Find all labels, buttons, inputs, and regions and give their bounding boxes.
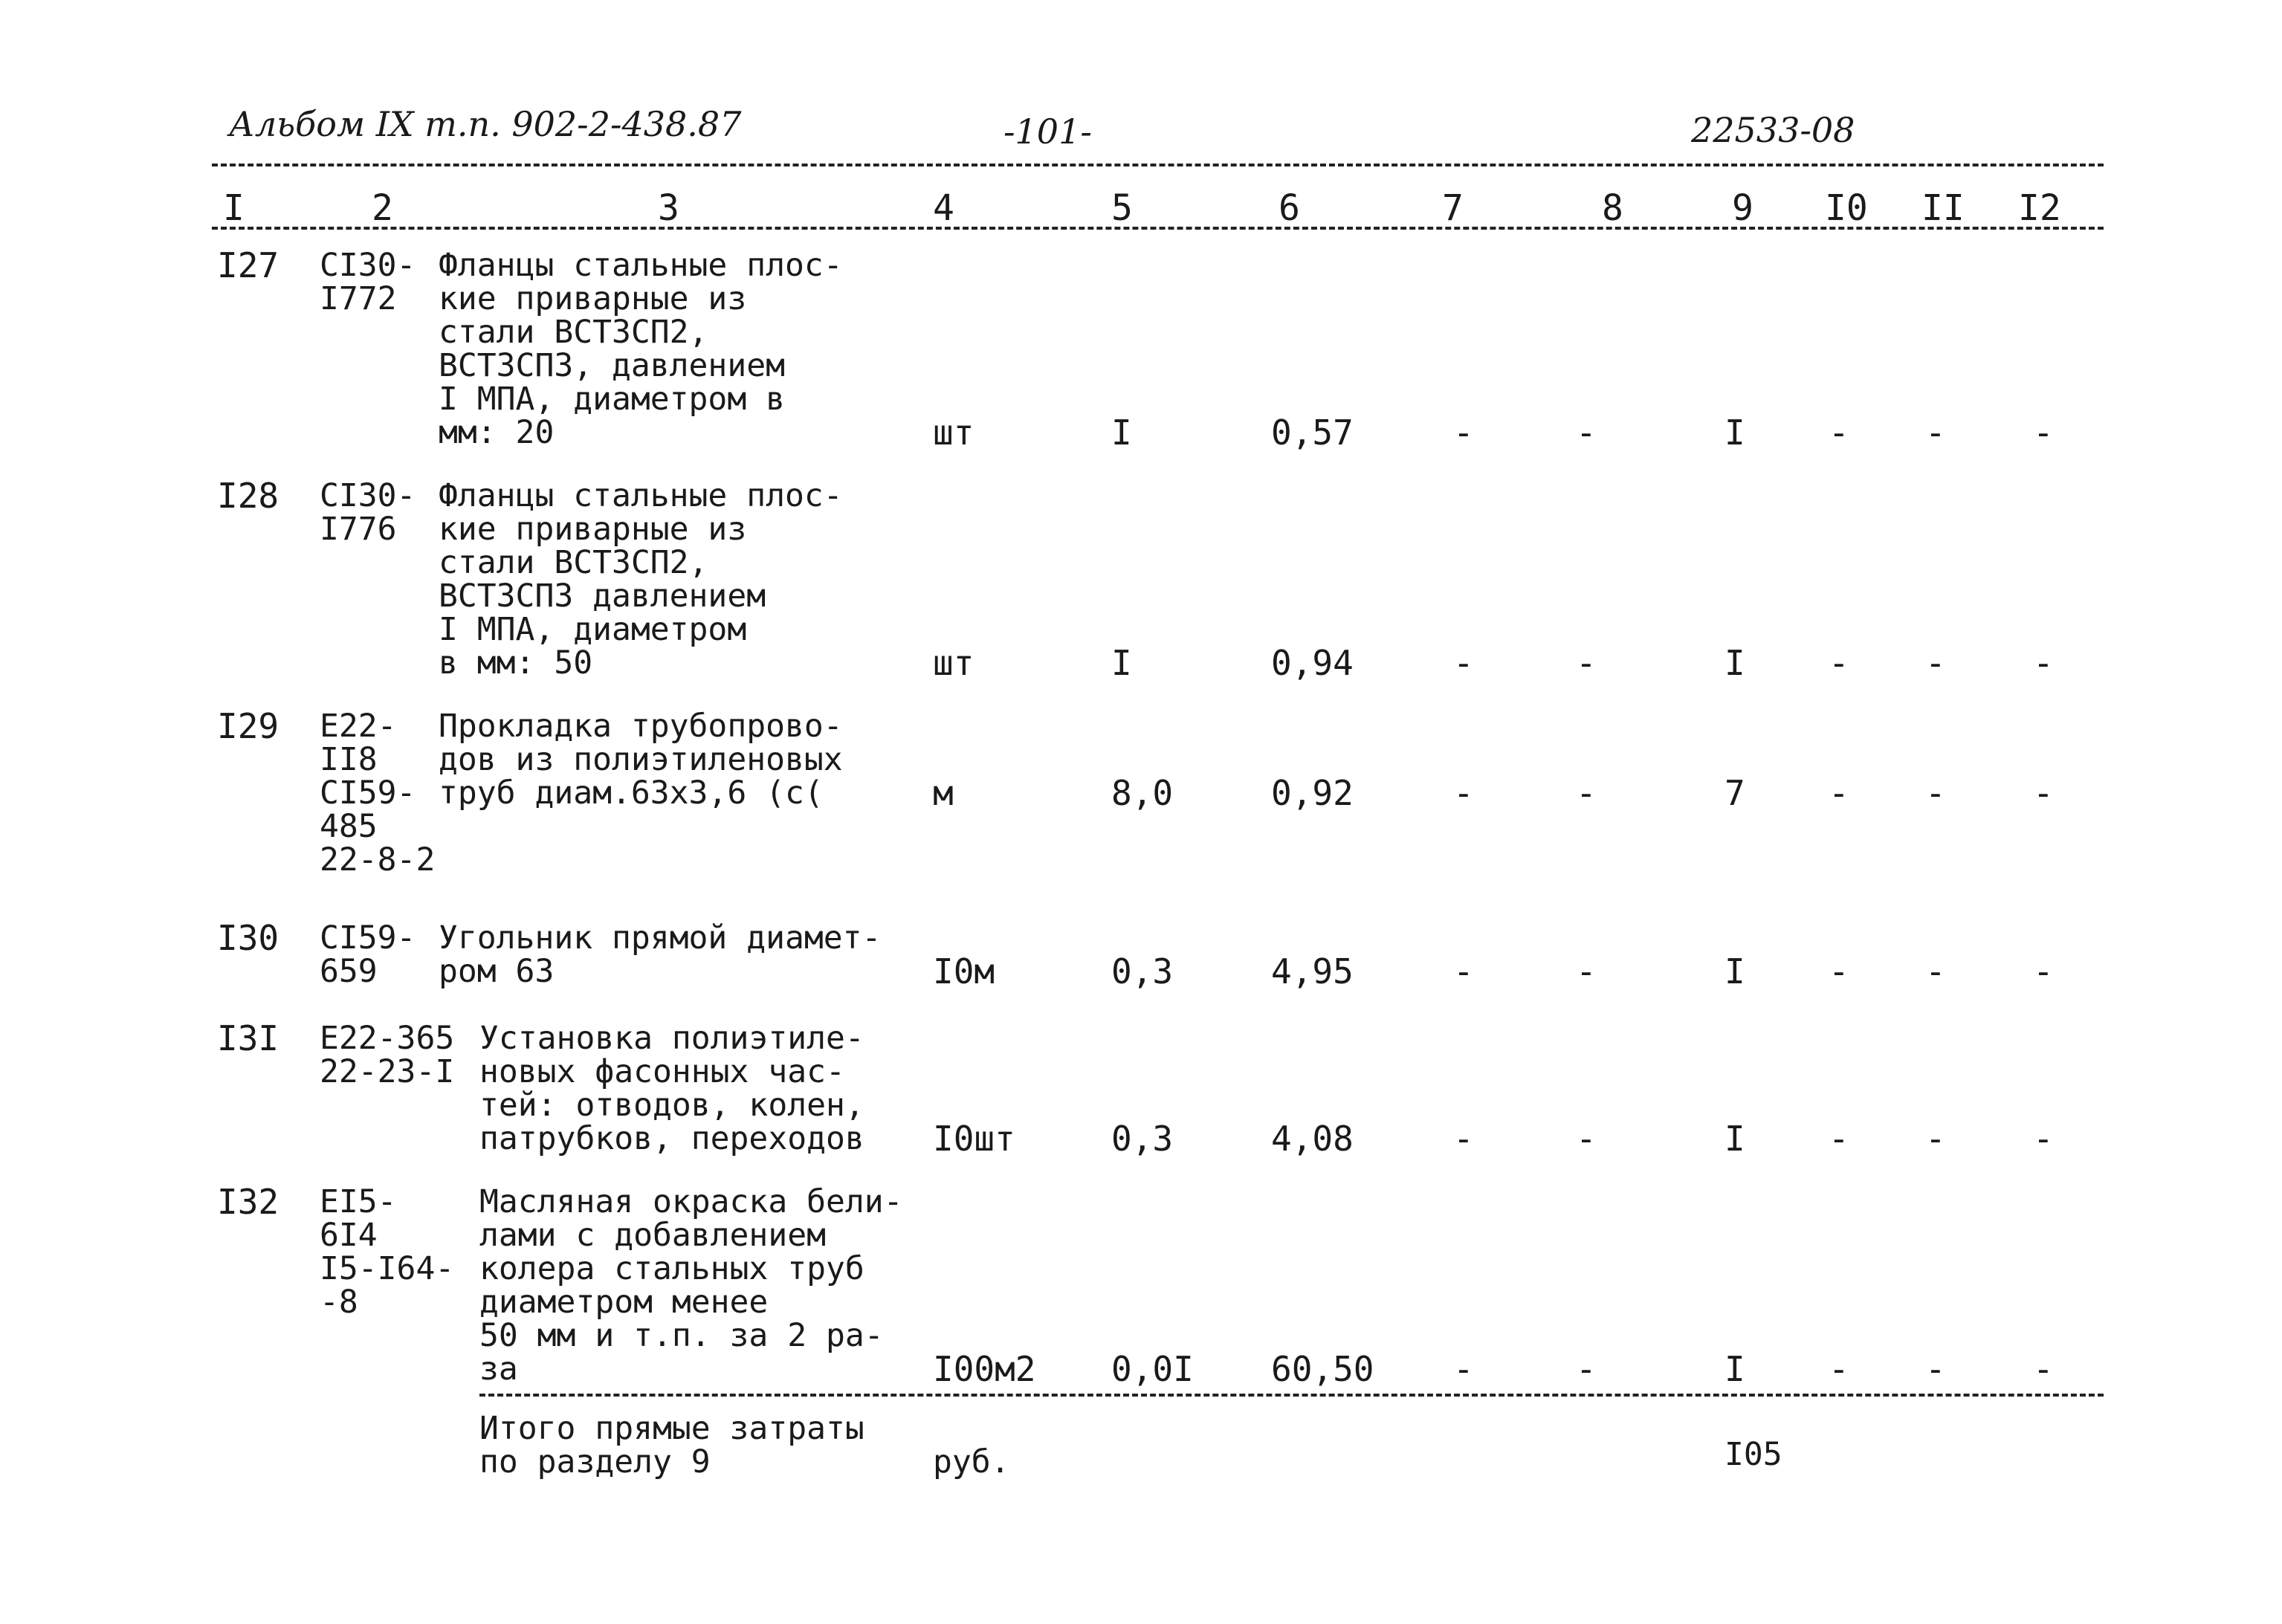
row-c11: - bbox=[1925, 773, 1946, 813]
column-header-2: 2 bbox=[372, 187, 393, 229]
top-rule bbox=[212, 164, 2104, 166]
album-reference: Альбом IX т.п. 902-2-438.87 bbox=[229, 104, 742, 144]
row-c12: - bbox=[2033, 773, 2054, 813]
row-price: 0,94 bbox=[1271, 643, 1354, 683]
row-unit: шт bbox=[933, 643, 974, 683]
row-description-line: труб диам.63х3,6 (с( bbox=[439, 774, 824, 812]
row-description-line: лами с добавлением bbox=[479, 1217, 826, 1254]
row-c9: I bbox=[1725, 951, 1745, 991]
row-c8: - bbox=[1576, 773, 1597, 813]
row-code-line: 485 bbox=[320, 808, 378, 845]
document-code: 22533-08 bbox=[1691, 110, 1855, 150]
row-number: I3I bbox=[217, 1018, 279, 1058]
row-c8: - bbox=[1576, 1349, 1597, 1389]
row-code-line: 6I4 bbox=[320, 1217, 378, 1254]
row-description-line: Установка полиэтиле- bbox=[479, 1020, 864, 1057]
row-c7: - bbox=[1453, 773, 1474, 813]
row-code-line: E22- bbox=[320, 708, 397, 745]
row-code-line: I5-I64- bbox=[320, 1250, 455, 1287]
row-c10: - bbox=[1829, 643, 1849, 683]
row-qty: 0,0I bbox=[1111, 1349, 1194, 1389]
row-description-line: Фланцы стальные плос- bbox=[439, 247, 843, 284]
row-c12: - bbox=[2033, 1349, 2054, 1389]
row-code-line: E22-365 bbox=[320, 1020, 455, 1057]
row-description-line: I МПА, диаметром в bbox=[439, 381, 785, 418]
row-c12: - bbox=[2033, 951, 2054, 991]
row-c11: - bbox=[1925, 1349, 1946, 1389]
row-price: 4,08 bbox=[1271, 1119, 1354, 1159]
row-c8: - bbox=[1576, 413, 1597, 453]
row-c9: I bbox=[1725, 1119, 1745, 1159]
row-qty: 8,0 bbox=[1111, 773, 1174, 813]
row-c11: - bbox=[1925, 951, 1946, 991]
row-c10: - bbox=[1829, 773, 1849, 813]
row-code-line: CI30- bbox=[320, 477, 416, 514]
row-description-line: диаметром менее bbox=[479, 1284, 769, 1321]
row-c11: - bbox=[1925, 1119, 1946, 1159]
row-description-line: в мм: 50 bbox=[439, 644, 593, 682]
row-description-line: ВСТ3СП3 давлением bbox=[439, 578, 766, 615]
row-code-line: I772 bbox=[320, 280, 397, 317]
row-code-line: EI5- bbox=[320, 1183, 397, 1220]
row-c8: - bbox=[1576, 1119, 1597, 1159]
row-code-line: I776 bbox=[320, 511, 397, 548]
column-header-3: 3 bbox=[658, 187, 679, 229]
column-header-9: 9 bbox=[1732, 187, 1753, 229]
row-code-line: CI59- bbox=[320, 919, 416, 957]
row-description-line: стали ВСТ3СП2, bbox=[439, 544, 708, 581]
row-code-line: II8 bbox=[320, 741, 378, 778]
row-c7: - bbox=[1453, 413, 1474, 453]
row-c12: - bbox=[2033, 643, 2054, 683]
row-description-line: мм: 20 bbox=[439, 414, 555, 451]
row-unit: шт bbox=[933, 413, 974, 453]
row-description-line: Масляная окраска бели- bbox=[479, 1183, 903, 1220]
row-description-line: новых фасонных час- bbox=[479, 1053, 845, 1090]
row-c10: - bbox=[1829, 951, 1849, 991]
column-header-7: 7 bbox=[1442, 187, 1464, 229]
column-header-12: I2 bbox=[2018, 187, 2061, 229]
row-c10: - bbox=[1829, 1119, 1849, 1159]
row-c9: I bbox=[1725, 1349, 1745, 1389]
row-c9: I bbox=[1725, 413, 1745, 453]
row-number: I28 bbox=[217, 476, 279, 516]
row-c10: - bbox=[1829, 1349, 1849, 1389]
row-unit: м bbox=[933, 773, 954, 813]
row-c9: 7 bbox=[1725, 773, 1745, 813]
row-description-line: патрубков, переходов bbox=[479, 1120, 864, 1157]
total-label-2: по разделу 9 bbox=[479, 1443, 711, 1481]
row-price: 0,92 bbox=[1271, 773, 1354, 813]
total-unit: руб. bbox=[933, 1443, 1010, 1481]
row-qty: I bbox=[1111, 643, 1132, 683]
header-rule bbox=[212, 227, 2104, 230]
row-code-line: CI30- bbox=[320, 247, 416, 284]
total-rule bbox=[479, 1394, 2104, 1397]
row-unit: I00м2 bbox=[933, 1349, 1036, 1389]
column-header-4: 4 bbox=[933, 187, 954, 229]
row-number: I30 bbox=[217, 918, 279, 958]
row-c11: - bbox=[1925, 643, 1946, 683]
row-unit: I0м bbox=[933, 951, 995, 991]
row-description-line: тей: отводов, колен, bbox=[479, 1087, 864, 1124]
column-header-1: I bbox=[223, 187, 245, 229]
row-c12: - bbox=[2033, 413, 2054, 453]
row-description-line: стали ВСТ3СП2, bbox=[439, 314, 708, 351]
column-header-6: 6 bbox=[1279, 187, 1300, 229]
total-value: I05 bbox=[1725, 1436, 1782, 1473]
row-number: I32 bbox=[217, 1182, 279, 1222]
row-c8: - bbox=[1576, 951, 1597, 991]
row-description-line: кие приварные из bbox=[439, 280, 747, 317]
row-number: I29 bbox=[217, 706, 279, 746]
column-header-10: I0 bbox=[1825, 187, 1868, 229]
row-c7: - bbox=[1453, 1349, 1474, 1389]
row-price: 4,95 bbox=[1271, 951, 1354, 991]
row-qty: 0,3 bbox=[1111, 1119, 1174, 1159]
row-c7: - bbox=[1453, 643, 1474, 683]
row-description-line: Фланцы стальные плос- bbox=[439, 477, 843, 514]
row-description-line: ром 63 bbox=[439, 953, 555, 990]
column-header-5: 5 bbox=[1111, 187, 1133, 229]
row-price: 0,57 bbox=[1271, 413, 1354, 453]
row-description-line: ВСТ3СП3, давлением bbox=[439, 347, 785, 384]
row-description-line: за bbox=[479, 1350, 518, 1388]
column-header-11: II bbox=[1921, 187, 1965, 229]
row-code-line: 22-23-I bbox=[320, 1053, 455, 1090]
row-c7: - bbox=[1453, 1119, 1474, 1159]
row-number: I27 bbox=[217, 245, 279, 285]
row-description-line: Угольник прямой диамет- bbox=[439, 919, 882, 957]
row-description-line: кие приварные из bbox=[439, 511, 747, 548]
row-qty: 0,3 bbox=[1111, 951, 1174, 991]
row-description-line: Прокладка трубопрово- bbox=[439, 708, 843, 745]
row-description-line: 50 мм и т.п. за 2 ра- bbox=[479, 1317, 884, 1354]
row-c10: - bbox=[1829, 413, 1849, 453]
row-price: 60,50 bbox=[1271, 1349, 1374, 1389]
total-label-1: Итого прямые затраты bbox=[479, 1410, 864, 1447]
row-code-line: -8 bbox=[320, 1284, 358, 1321]
row-c8: - bbox=[1576, 643, 1597, 683]
row-c12: - bbox=[2033, 1119, 2054, 1159]
row-description-line: I МПА, диаметром bbox=[439, 611, 747, 648]
row-code-line: 22-8-2 bbox=[320, 841, 436, 879]
row-unit: I0шт bbox=[933, 1119, 1015, 1159]
row-description-line: колера стальных труб bbox=[479, 1250, 864, 1287]
row-c11: - bbox=[1925, 413, 1946, 453]
row-description-line: дов из полиэтиленовых bbox=[439, 741, 843, 778]
page-number: -101- bbox=[1003, 111, 1092, 152]
column-header-8: 8 bbox=[1602, 187, 1623, 229]
row-code-line: CI59- bbox=[320, 774, 416, 812]
row-code-line: 659 bbox=[320, 953, 378, 990]
row-c9: I bbox=[1725, 643, 1745, 683]
row-qty: I bbox=[1111, 413, 1132, 453]
row-c7: - bbox=[1453, 951, 1474, 991]
